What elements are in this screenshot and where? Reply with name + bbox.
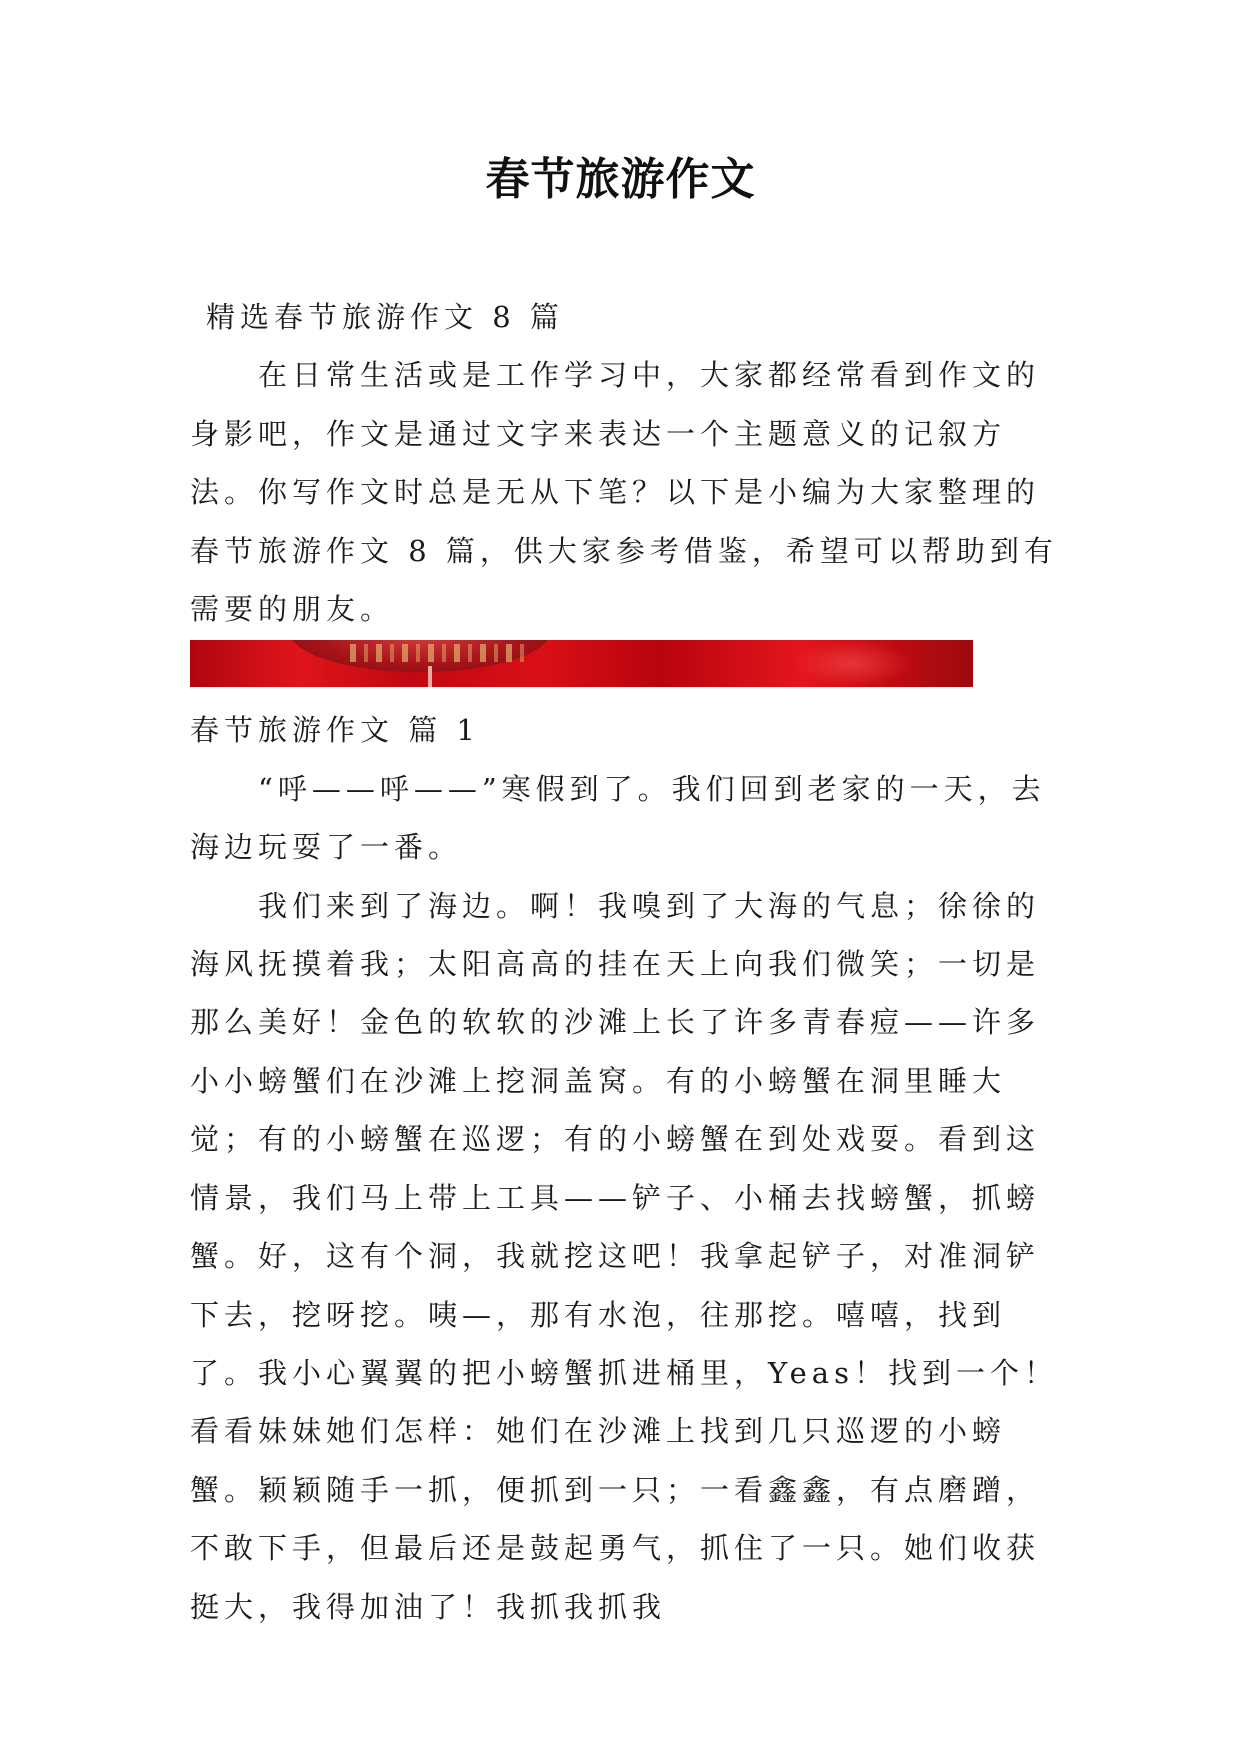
body-paragraph: “呼——呼——”寒假到了。我们回到老家的一天，去海边玩耍了一番。 bbox=[190, 771, 1046, 865]
lantern-pattern bbox=[350, 644, 530, 662]
intro-paragraph: 在日常生活或是工作学习中，大家都经常看到作文的身影吧，作文是通过文字来表达一个主题意义的记叙方法。你写作文时总是无从下笔？以下是小编为大家整理的春节旅游作文 8 篇，供大家参考借鉴，希望可以帮助到有需要的朋友。 bbox=[190, 358, 1058, 627]
body-paragraph: 我们来到了海边。啊！我嗅到了大海的气息；徐徐的海风抚摸着我；太阳高高的挂在天上向我们微笑；一切是那么美好！金色的软软的沙滩上长了许多青春痘——许多小小螃蟹们在沙滩上挖洞盖窝。有的小螃蟹在洞里睡大觉；有的小螃蟹在巡逻；有的小螃蟹在到处戏耍。看到这情景，我们马上带上工具——铲子、小桶去找螃蟹，抓螃蟹。好，这有个洞，我就挖这吧！我拿起铲子，对准洞铲下去，挖呀挖。咦—，那有水泡，往那挖。嘻嘻，找到了。我小心翼翼的把小螃蟹抓进桶里，Yeas！找到一个！看看妹妹她们怎样：她们在沙滩上找到几只巡逻的小螃蟹。颖颖随手一抓，便抓到一只；一看鑫鑫，有点磨蹭，不敢下手，但最后还是鼓起勇气，抓住了一只。她们收获挺大，我得加油了！我抓我抓我 bbox=[190, 888, 1058, 1624]
document-subtitle: 精选春节旅游作文 8 篇 bbox=[206, 300, 564, 334]
banner-glow bbox=[793, 640, 913, 687]
document-title: 春节旅游作文 bbox=[485, 154, 756, 205]
lantern-stick bbox=[428, 666, 432, 687]
section-title: 春节旅游作文 篇 1 bbox=[190, 713, 480, 748]
document-body bbox=[190, 288, 1070, 1636]
festive-banner-image bbox=[190, 640, 973, 687]
